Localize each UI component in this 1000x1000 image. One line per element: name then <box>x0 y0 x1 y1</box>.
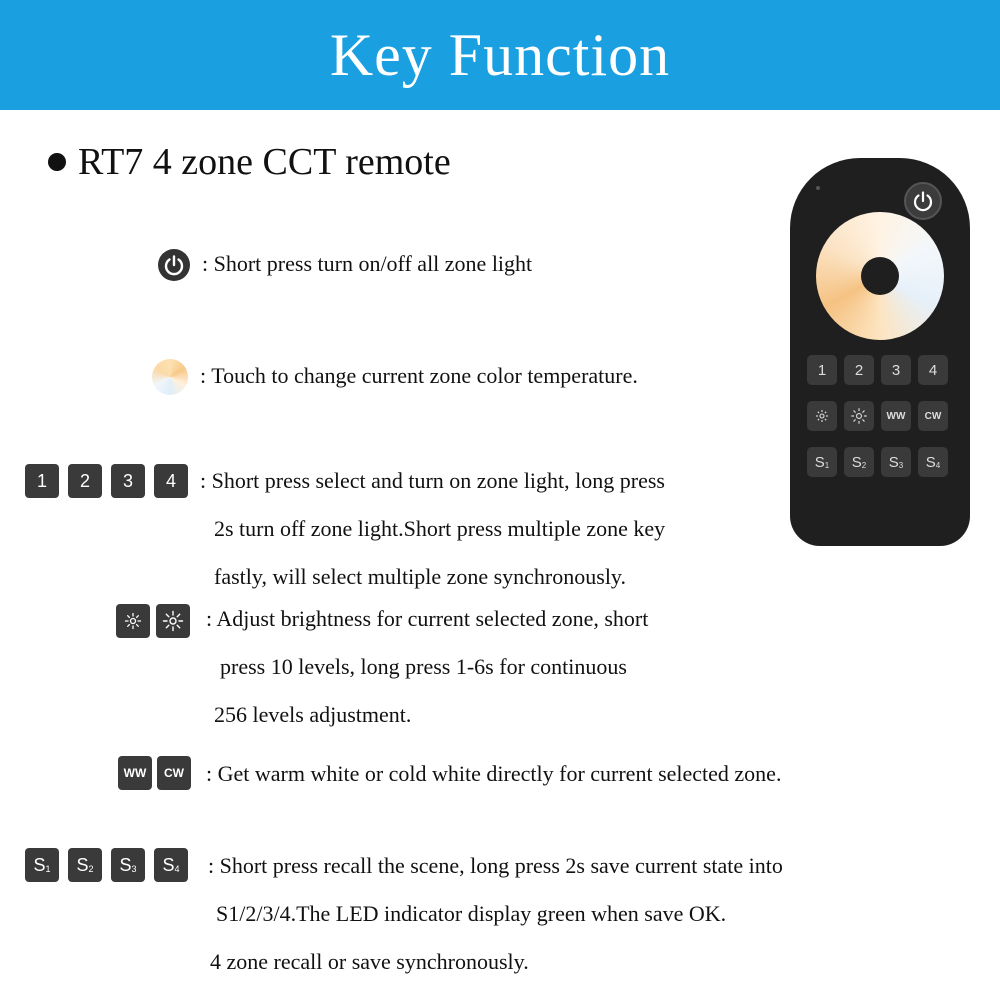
remote-zone-key-2: 2 <box>844 355 874 385</box>
zone-key-3: 3 <box>111 464 145 498</box>
remote-cw-key: CW <box>918 401 948 431</box>
zone-description-line-2: 2s turn off zone light.Short press multiple zone key <box>214 516 666 541</box>
zone-key-2: 2 <box>68 464 102 498</box>
power-icon <box>158 249 190 281</box>
page-title: Key Function <box>329 21 671 88</box>
header-banner <box>0 0 1000 110</box>
bullet-icon <box>48 153 66 171</box>
remote-illustration <box>790 158 970 546</box>
remote-power-icon <box>904 182 942 220</box>
power-description: : Short press turn on/off all zone light <box>202 251 533 276</box>
brightness-description-line-2: press 10 levels, long press 1-6s for continuous <box>220 654 627 679</box>
remote-zone-key-4: 4 <box>918 355 948 385</box>
brightness-description-line-3: 256 levels adjustment. <box>214 702 412 727</box>
zone-key-4: 4 <box>154 464 188 498</box>
remote-ww-key: WW <box>881 401 911 431</box>
scene-key-2: S $_2$ <box>68 848 102 882</box>
remote-scene-key-2: S $_2$ <box>844 447 874 477</box>
remote-zone-key-3: 3 <box>881 355 911 385</box>
brightness-down-icon <box>116 604 150 638</box>
white-description: : Get warm white or cold white directly for current selected zone. <box>206 761 782 786</box>
scene-key-3: S $_3$ <box>111 848 145 882</box>
scene-key-4: S $_4$ <box>154 848 188 882</box>
remote-brightness-up-icon <box>844 401 874 431</box>
ww-key: WW <box>118 756 152 790</box>
scene-description-line-2: S1/2/3/4.The LED indicator display green when save OK. <box>216 901 727 926</box>
remote-brightness-down-icon <box>807 401 837 431</box>
remote-scene-key-3: S $_3$ <box>881 447 911 477</box>
brightness-description-line-1: : Adjust brightness for current selected zone, short <box>206 606 649 631</box>
scene-description-line-1: : Short press recall the scene, long press 2s save current state into <box>208 853 783 878</box>
cw-key: CW <box>157 756 191 790</box>
remote-scene-key-1: S $_1$ <box>807 447 837 477</box>
remote-zone-key-1: 1 <box>807 355 837 385</box>
zone-key-1: 1 <box>25 464 59 498</box>
scene-description-line-3: 4 zone recall or save synchronously. <box>210 949 529 974</box>
scene-key-1: S $_1$ <box>25 848 59 882</box>
color-wheel-icon <box>152 359 188 395</box>
remote-wheel-center <box>861 257 899 295</box>
remote-color-wheel <box>816 212 944 340</box>
wheel-description: : Touch to change current zone color temperature. <box>200 363 638 388</box>
brightness-up-icon <box>156 604 190 638</box>
subtitle <box>48 140 451 184</box>
zone-description-line-3: fastly, will select multiple zone synchronously. <box>214 564 627 589</box>
led-indicator <box>816 186 820 190</box>
zone-description-line-1: : Short press select and turn on zone light, long press <box>200 468 665 493</box>
remote-scene-key-4: S $_4$ <box>918 447 948 477</box>
subtitle-text: RT7 4 zone CCT remote <box>78 141 451 183</box>
